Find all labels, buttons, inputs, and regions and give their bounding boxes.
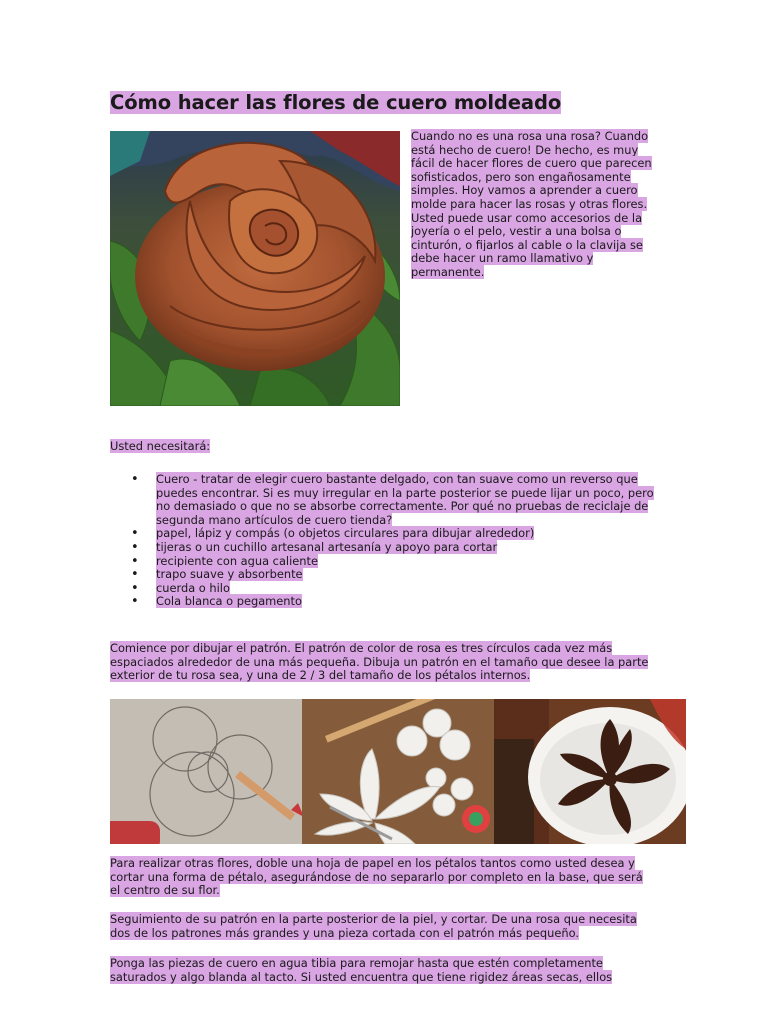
list-item-text: cuerda o hilo	[156, 580, 230, 595]
materials-heading-text: Usted necesitará:	[110, 439, 211, 453]
page-title-text: Cómo hacer las flores de cuero moldeado	[110, 91, 562, 114]
list-item-text: recipiente con agua caliente	[156, 553, 318, 568]
list-item	[110, 473, 670, 527]
trace-pattern-text: Seguimiento de su patrón en la parte posterior de la piel, y cortar. De una rosa que necesita dos de los patrones más grandes y una pieza cortada con el patrón más pequeño.	[110, 912, 637, 940]
other-flowers-text: Para realizar otras flores, doble una hoja de papel en los pétalos tantos como usted desea y cortar una forma de pétalo, asegurándose de no separarlo por completo en la base, que será el centro de su flor.	[110, 856, 643, 898]
list-item	[110, 582, 670, 596]
list-item	[110, 595, 670, 609]
soak-leather-text: Ponga las piezas de cuero en agua tibia para remojar hasta que estén completamente saturados y algo blanda al tacto. Si usted encuentra que tiene rigidez áreas secas, ellos	[110, 956, 613, 984]
rose-image	[110, 131, 400, 406]
list-item	[110, 541, 670, 555]
other-flowers-paragraph	[110, 857, 655, 898]
materials-heading	[110, 440, 210, 454]
leather-rose-photo	[110, 131, 400, 406]
trace-pattern-paragraph	[110, 913, 655, 940]
list-item-text: trapo suave y absorbente	[156, 567, 303, 582]
list-item	[110, 555, 670, 569]
list-item	[110, 527, 670, 541]
pattern-steps-photo	[110, 699, 686, 844]
list-item-text: Cola blanca o pegamento	[156, 594, 302, 609]
list-item-text: papel, lápiz y compás (o objetos circulares para dibujar alrededor)	[156, 526, 535, 541]
steps-image	[110, 699, 686, 844]
page-title	[110, 90, 561, 116]
list-item-text: Cuero - tratar de elegir cuero bastante delgado, con tan suave como un reverso que puedes encontrar. Si es muy irregular en la parte posterior se puede lijar un poco, pero no demasiado o que no se absorbe correctamente. Por qué no pruebas de reciclaje de segunda mano artículos de cuero tienda?	[156, 472, 654, 527]
pattern-paragraph	[110, 642, 650, 683]
intro-text: Cuando no es una rosa una rosa? Cuando está hecho de cuero! De hecho, es muy fácil de hacer flores de cuero que parecen sofisticados, pero son engañosamente simples. Hoy vamos a aprender a cuero molde para hacer las rosas y otras flores. Usted puede usar como accesorios de la joyería o el pelo, vestir a una bolsa o cinturón, o fijarlos al cable o la clavija se debe hacer un ramo llamativo y permanente.	[411, 129, 652, 279]
intro-paragraph	[411, 130, 656, 280]
list-item-text: tijeras o un cuchillo artesanal artesanía y apoyo para cortar	[156, 539, 498, 554]
materials-list	[110, 473, 670, 609]
list-item	[110, 568, 670, 582]
pattern-text: Comience por dibujar el patrón. El patrón de color de rosa es tres círculos cada vez más espaciados alrededor de una más pequeña. Dibuja un patrón en el tamaño que desee la parte exterior de tu rosa sea, y una de 2 / 3 del tamaño de los pétalos internos.	[110, 641, 649, 683]
soak-leather-paragraph	[110, 957, 655, 984]
